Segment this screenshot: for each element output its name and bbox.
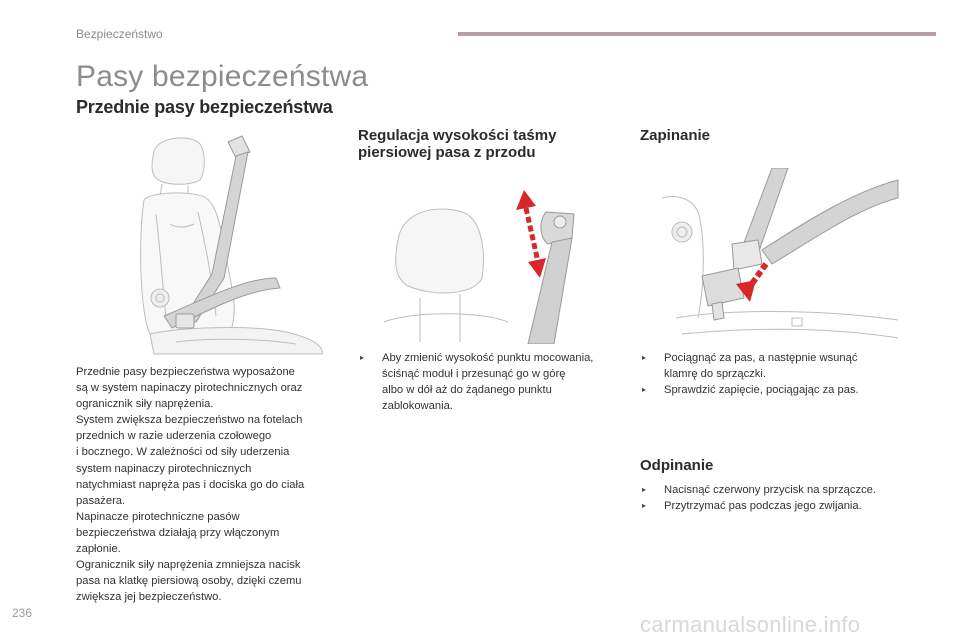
belt-height-adjuster-illustration <box>378 182 592 344</box>
belt-buckle-illustration <box>662 168 902 344</box>
intro-line: pasażera. <box>76 494 126 507</box>
intro-line: są w system napinaczy pirotechnicznych oraz <box>76 382 303 395</box>
bullet-continuation: ściśnąć moduł i przesunąć go w górę <box>382 368 566 381</box>
watermark: carmanualsonline.info <box>640 612 861 637</box>
page-number: 236 <box>12 606 33 620</box>
seat-belt-illustration <box>136 128 336 358</box>
intro-line: pasa na klatkę piersiową osoby, dzięki czemu <box>76 575 302 588</box>
bullet-icon: ▸ <box>642 501 647 511</box>
section-header-regulacja-line2: piersiowej pasa z przodu <box>358 144 536 161</box>
intro-line: Przednie pasy bezpieczeństwa wyposażone <box>76 366 295 378</box>
section-header-odpinanie: Odpinanie <box>640 457 714 474</box>
bullet-icon: ▸ <box>642 353 647 362</box>
intro-line: zwiększa jej bezpieczeństwo. <box>76 591 222 604</box>
zapinanie-bullets <box>642 350 859 398</box>
intro-line: zapłonie. <box>76 543 121 556</box>
page-subtitle: Przednie pasy bezpieczeństwa <box>76 97 333 117</box>
intro-line: Napinacze pirotechniczne pasów <box>76 510 240 523</box>
header-accent-bar <box>458 32 936 36</box>
bullet-item: ▸ Nacisnąć czerwony przycisk na sprzączce. <box>642 482 876 498</box>
page-title: Pasy bezpieczeństwa <box>76 60 369 93</box>
bullet-item: ▸ Pociągnąć za pas, a następnie wsunąć <box>642 350 859 366</box>
bullet-icon: ▸ <box>360 353 365 362</box>
intro-line: bezpieczeństwa działają przy włączonym <box>76 526 280 539</box>
bullet-icon: ▸ <box>642 485 647 494</box>
intro-line: natychmiast napręża pas i dociska go do ciała <box>76 478 305 491</box>
intro-line: System zwiększa bezpieczeństwo na fotelach <box>76 414 303 427</box>
bullet-continuation: klamrę do sprzączki. <box>664 368 766 381</box>
section-header-regulacja-line1: Regulacja wysokości taśmy <box>358 127 557 144</box>
intro-line: ogranicznik siły naprężenia. <box>76 398 214 411</box>
bullet-icon: ▸ <box>642 385 647 395</box>
intro-line: i bocznego. W zależności od siły uderzenia <box>76 446 290 459</box>
section-header-zapinanie: Zapinanie <box>640 127 711 144</box>
odpinanie-bullets <box>642 482 876 514</box>
bullet-continuation: albo w dół aż do żądanego punktu <box>382 384 552 397</box>
intro-line: system napinaczy pirotechnicznych <box>76 462 252 475</box>
regulacja-bullets <box>360 350 593 414</box>
intro-line: przednich w razie uderzenia czołowego <box>76 430 272 443</box>
bullet-item: ▸ Aby zmienić wysokość punktu mocowania, <box>360 350 593 366</box>
bullet-item: ▸ Sprawdzić zapięcie, pociągając za pas. <box>642 382 859 398</box>
bullet-item: ▸ Przytrzymać pas podczas jego zwijania. <box>642 498 876 514</box>
section-label: Bezpieczeństwo <box>76 27 163 41</box>
intro-line: Ogranicznik siły naprężenia zmniejsza nacisk <box>76 559 301 572</box>
bullet-continuation: zablokowania. <box>382 400 453 413</box>
intro-paragraph <box>76 364 338 605</box>
